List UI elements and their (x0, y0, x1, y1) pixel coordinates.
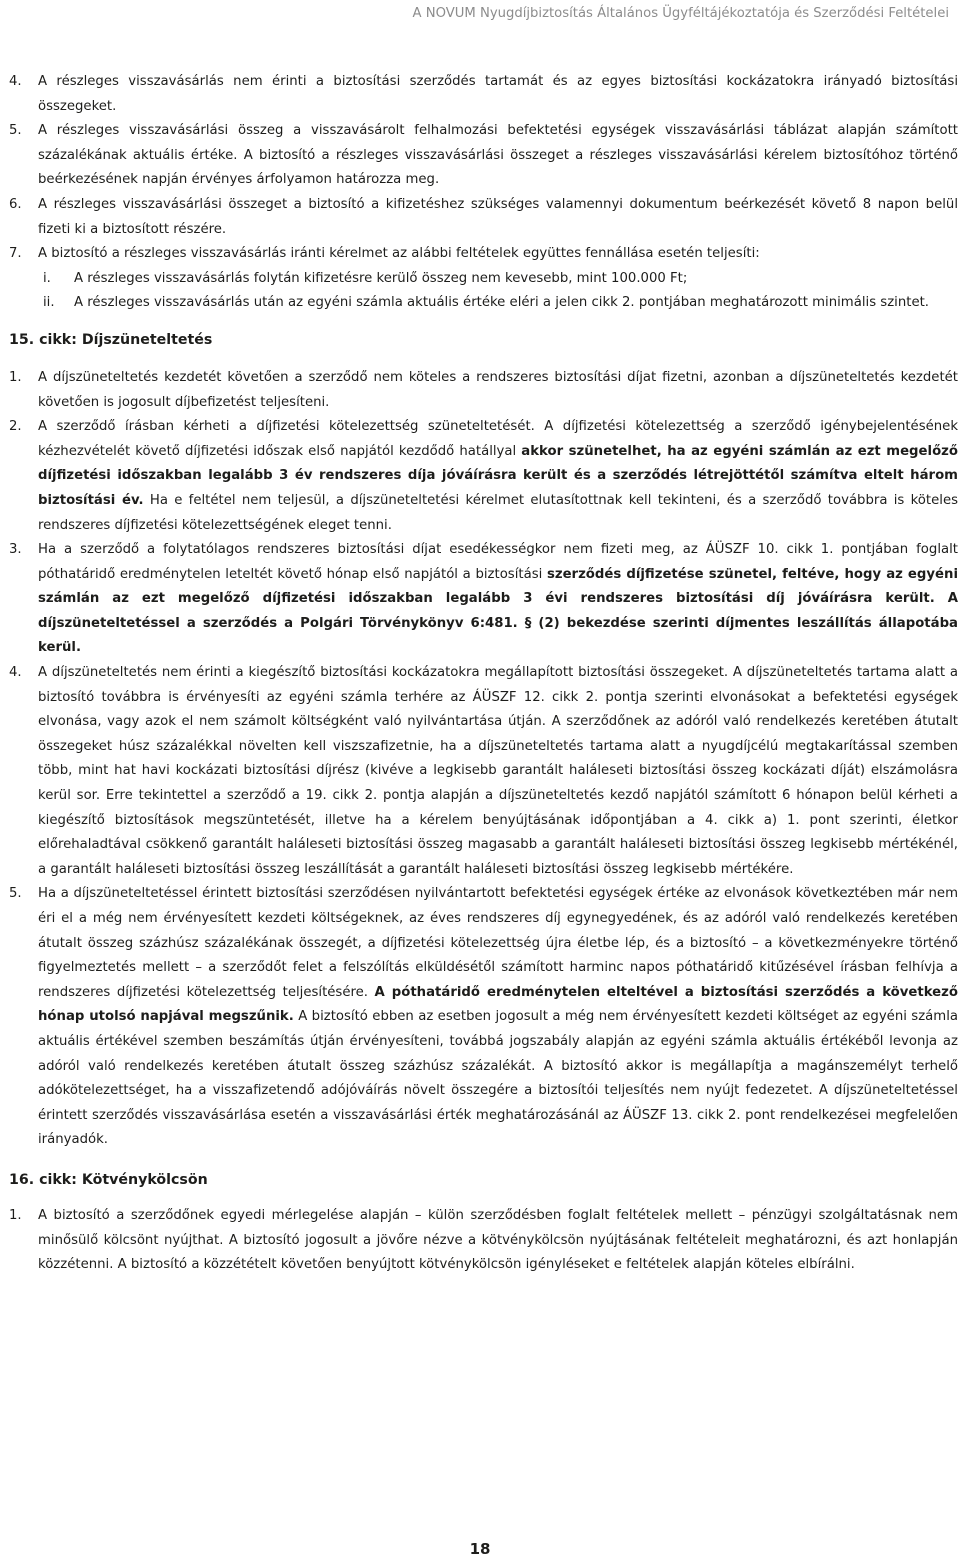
running-header: A NOVUM Nyugdíjbiztosítás Általános Ügyféltájékoztatója és Szerződési Feltételei (412, 6, 949, 21)
list-item (9, 882, 958, 1153)
item-number: 5. (9, 886, 22, 902)
sublist-item (9, 267, 958, 292)
policy-loan-list (9, 1204, 958, 1278)
list-item (9, 70, 958, 119)
item-text-bold: A póthatáridő eredménytelen elteltével a biztosítási szerződés a következő hónap utolsó napjával megszűnik. (38, 984, 958, 1025)
item-text: Ha a díjszüneteltetéssel érintett biztosítási szerződésen nyilvántartott befektetési egységek értéke az elvonások következtében már nem éri el a még nem érvényesített kezdeti költségeknek, az éves rendszeres díj egynegyedének, és az adóról való rendelkezés keretében átutalt összeg százhúsz százalékának összegét, a díjfizetési kötelezettség újra életbe lép, és a biztosító – a következményekre történő figyelmeztetés mellett – a szerződőt felet a felszólítás elküldésétől számított harminc napos póthatáridő kitűzésével írásban felhívja a rendszeres díjfizetési kötelezettség teljesítésére. (38, 886, 958, 1000)
list-item (9, 193, 958, 242)
item-number: 4. (9, 665, 22, 681)
item-number: 7. (9, 246, 22, 262)
item-number: 4. (9, 74, 22, 89)
item-text-bold: akkor szünetelhet, ha az egyéni számlán az ezt megelőző díjfizetési időszakban legalább 3 év rendszeres díja jóváírásra került és a szerződés létrejöttétől számítva eltelt három biztosítási év. (38, 443, 958, 508)
list-item (9, 1204, 958, 1278)
list-item (9, 242, 958, 316)
list-item (9, 366, 958, 415)
document-body (9, 70, 958, 1278)
item-text: A részleges visszavásárlási összeg a visszavásárolt felhalmozási befektetési egységek visszavásárlási táblázat alapján számított százalékának aktuális értéke. A biztosító a részleges visszavásárlási összeget a részleges visszavásárlási kérelem biztosítóhoz történő beérkezésének napján érvényes árfolyamon határozza meg. (38, 123, 958, 188)
item-text: Ha e feltétel nem teljesül, a díjszüneteltetési kérelmet elutasítottnak kell tekinteni, és a szerződő továbbra is köteles rendszeres díjfizetési kötelezettségének eleget tenni. (38, 492, 958, 533)
item-number: 6. (9, 196, 22, 212)
condition-sublist (9, 267, 958, 316)
item-text: A díjszüneteltetés nem érinti a kiegészítő biztosítási kockázatokra megállapított biztosítási összegeket. A díjszüneteltetés tartama alatt a biztosító továbbra is érvényesíti az egyéni számla terhére az ÁÜSZF 12. cikk 2. pontja szerinti elvonásokat a befektetési egységek elvonása, vagy azok el nem számolt költségként való nyilvántartása útján. A szerződőnek az adóról való rendelkezés keretében átutalt összegeket húsz százalékkal növelten kell viszszafizetnie, ha a díjszüneteltetés tartama alatt a nyugdíjcélú megtakarítással szemben több, mint hat havi kockázati biztosítási díjrész (kivéve a legkisebb garantált haláleseti biztosítási összeg kockázati díját) elszámolásra kerül sor. Erre tekintettel a szerződő a 19. cikk 2. pontja alapján a díjszüneteltetés kezdő napjától számított 6 hónapon belül kérheti a kiegészítő biztosítások megszüntetését, illetve ha a kérelem benyújtásának időpontjában a 4. cikk a) 1. pont szerinti, életkor előrehaladtával csökkenő garantált haláleseti biztosítási összeg magasabb a garantált haláleseti biztosítási összeg legkisebb mértékénél, a garantált haláleseti biztosítási összeg leszállítását a garantált haláleseti biztosítási összeg legkisebb mértékére. (38, 665, 958, 877)
premium-suspension-list (9, 366, 958, 1153)
page-number: 18 (469, 1540, 491, 1558)
item-text: A részleges visszavásárlás nem érinti a biztosítási szerződés tartamát és az egyes biztosítási kockázatokra irányadó biztosítási összegeket. (38, 74, 958, 114)
sublist-text: A részleges visszavásárlás után az egyéni számla aktuális értéke eléri a jelen cikk 2. pontjában meghatározott minimális szintet. (74, 295, 930, 311)
item-number: 3. (9, 542, 22, 558)
sublist-number: i. (43, 270, 51, 286)
item-text: A biztosító a részleges visszavásárlás iránti kérelmet az alábbi feltételek együttes fennállása esetén teljesíti: (38, 246, 760, 262)
item-text: A részleges visszavásárlási összeget a biztosító a kifizetéshez szükséges valamennyi dokumentum beérkezését követő 8 napon belül fizeti ki a biztosított részére. (38, 196, 958, 237)
section-heading-15: 15. cikk: Díjszüneteltetés (9, 331, 213, 348)
item-number: 2. (9, 419, 22, 435)
sublist-number: ii. (43, 295, 55, 311)
item-text: A szerződő írásban kérheti a díjfizetési kötelezettség szüneteltetését. A díjfizetési kötelezettség a szerződő igénybejelentésének kézhezvételét követő díjfizetési időszak első napjától kezdődő hatállyal (38, 419, 958, 459)
sublist-text: A részleges visszavásárlás folytán kifizetésre kerülő összeg nem kevesebb, mint 100.000 Ft; (74, 270, 688, 286)
list-item (9, 538, 958, 661)
item-number: 5. (9, 123, 22, 139)
sublist-item (9, 291, 958, 316)
item-number: 1. (9, 369, 22, 385)
list-item (9, 415, 958, 538)
item-number: 1. (9, 1207, 22, 1223)
partial-surrender-list (9, 70, 958, 316)
item-text: A biztosító a szerződőnek egyedi mérlegelése alapján – külön szerződésben foglalt feltételek mellett – pénzügyi szolgáltatásnak nem minősülő kölcsönt nyújthat. A biztosító jogosult a jövőre nézve a kötvénykölcsön nyújtásának feltételeit meghatározni, és azt honlapján közzétenni. A biztosító a közzétételt követően benyújtott kötvénykölcsön igényléseket e feltételek alapján köteles elbírálni. (38, 1207, 958, 1273)
list-item (9, 119, 958, 193)
list-item (9, 661, 958, 882)
section-heading-16: 16. cikk: Kötvénykölcsön (9, 1171, 208, 1188)
item-text-bold: szerződés díjfizetése szünetel, feltéve, hogy az egyéni számlán az ezt megelőző díjfizetési időszakban legalább 3 évi rendszeres biztosítási díj jóváírásra került. A díjszüneteltetéssel a szerződés a Polgári Törvénykönyv 6:481. § (2) bekezdése szerinti díjmentes leszállítás állapotába kerül. (38, 566, 958, 656)
item-text: A biztosító ebben az esetben jogosult a még nem érvényesített kezdeti költséget az egyéni számla aktuális értékével szemben beszámítás útján érvényesíteni, továbbá jogszabály alapján az egyéni számla aktuális értékéből levonja az adóról való rendelkezés keretében átutalt összeg százhúsz százalékát. A biztosító akkor is megállapítja a magánszemélyt terhelő adókötelezettséget, ha a visszafizetendő adójóváírás növelt összegére a biztosítói teljesítés nem nyújt fedezetet. A díjszüneteltetéssel érintett szerződés visszavásárlása esetén a visszavásárlási érték meghatározásánál az ÁÜSZF 13. cikk 2. pont rendelkezései megfelelően irányadók. (38, 1009, 958, 1148)
item-text: Ha a szerződő a folytatólagos rendszeres biztosítási díjat esedékességkor nem fizeti meg, az ÁÜSZF 10. cikk 1. pontjában foglalt póthatáridő eredménytelen leteltét követő hónap első napjától a biztosítási (38, 542, 958, 582)
item-text: A díjszüneteltetés kezdetét követően a szerződő nem köteles a rendszeres biztosítási díjat fizetni, azonban a díjszüneteltetés kezdetét követően is jogosult díjbefizetést teljesíteni. (38, 369, 958, 410)
